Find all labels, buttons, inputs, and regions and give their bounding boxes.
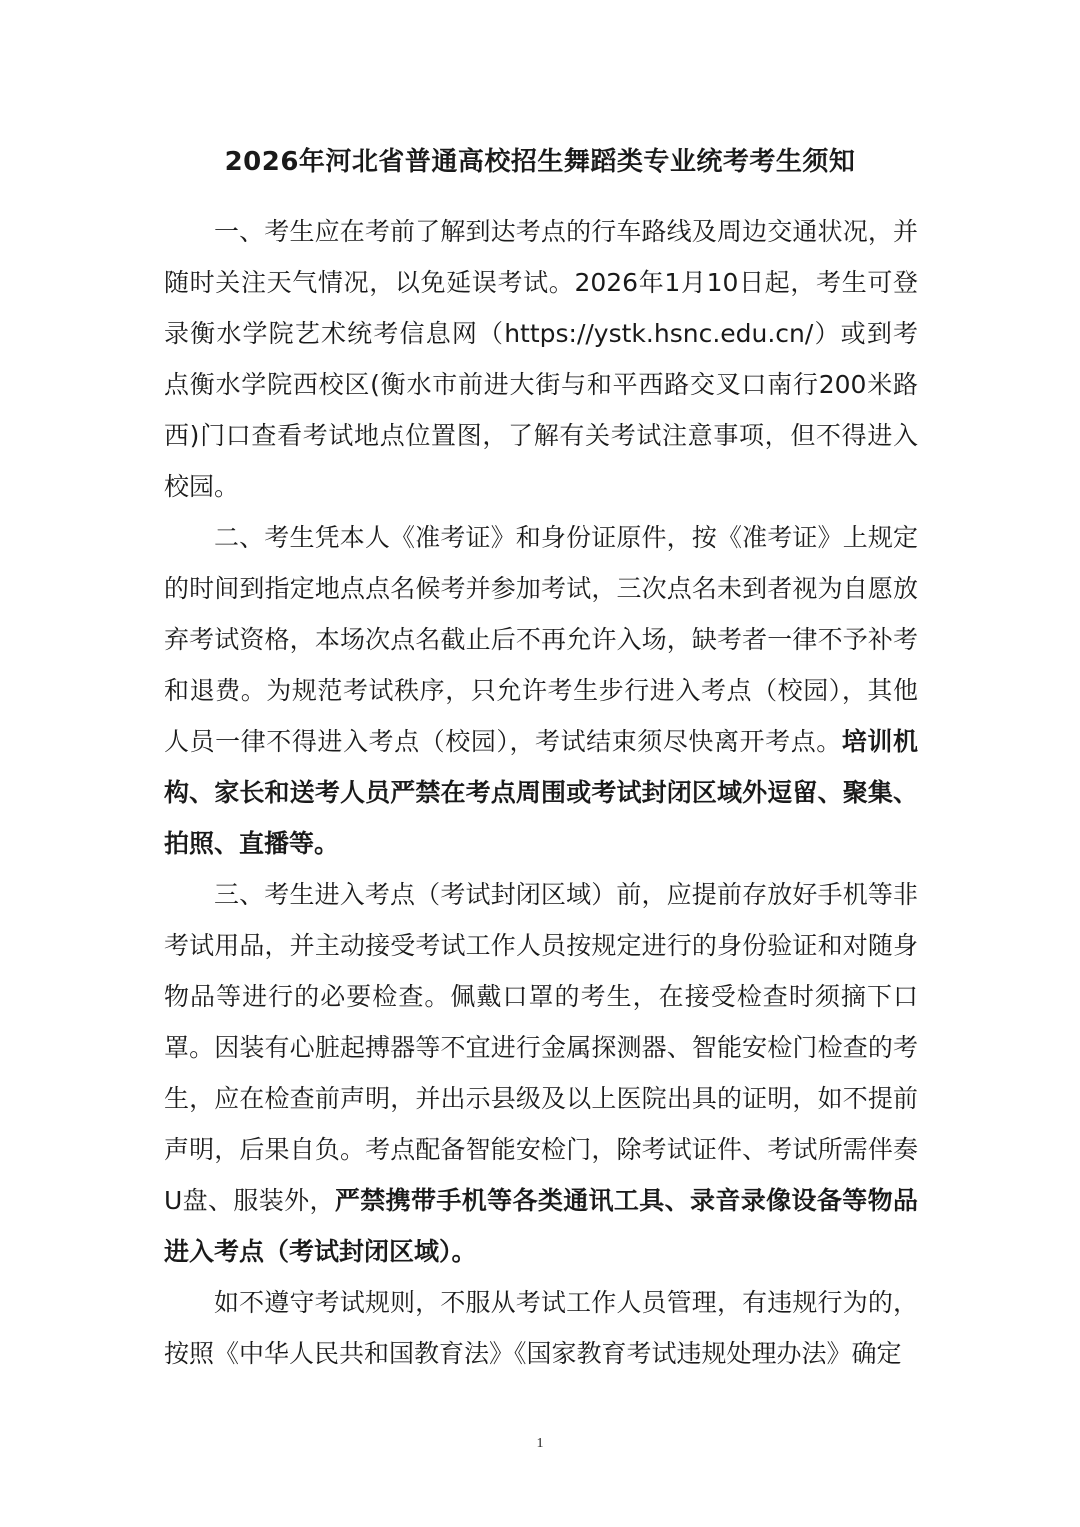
- page-number: 1: [536, 1436, 544, 1451]
- paragraph-3: [164, 869, 918, 1277]
- paragraph-2-text: 二、考生凭本人《准考证》和身份证原件，按《准考证》上规定的时间到指定地点点名候考并参加考试，三次点名未到者视为自愿放弃考试资格，本场次点名截止后不再允许入场，缺考者一律不予补考和退费。为规范考试秩序，只允许考生步行进入考点（校园），其他人员一律不得进入考点（校园），考试结束须尽快离开考点。: [164, 523, 918, 756]
- paragraph-2: [164, 512, 918, 869]
- paragraph-4: [164, 1277, 918, 1379]
- paragraph-3-text: 三、考生进入考点（考试封闭区域）前，应提前存放好手机等非考试用品，并主动接受考试工作人员按规定进行的身份验证和对随身物品等进行的必要检查。佩戴口罩的考生，在接受检查时须摘下口罩。因装有心脏起搏器等不宜进行金属探测器、智能安检门检查的考生，应在检查前声明，并出示县级及以上医院出具的证明，如不提前声明，后果自负。考点配备智能安检门，除考试证件、考试所需伴奏U盘、服装外，: [164, 880, 918, 1215]
- document-body: [164, 206, 918, 1379]
- paragraph-1: [164, 206, 918, 512]
- document-title: 2026年河北省普通高校招生舞蹈类专业统考考生须知: [224, 147, 856, 177]
- paragraph-3-bold-text: 严禁携带手机等各类通讯工具、录音录像设备等物品进入考点（考试封闭区域）。: [164, 1186, 918, 1266]
- paragraph-2-bold-text: 培训机构、家长和送考人员严禁在考点周围或考试封闭区域外逗留、聚集、拍照、直播等。: [164, 727, 918, 858]
- paragraph-1-text: 一、考生应在考前了解到达考点的行车路线及周边交通状况，并随时关注天气情况，以免延误考试。2026年1月10日起，考生可登录衡水学院艺术统考信息网（https://ystk.hsnc.edu.cn/）或到考点衡水学院西校区(衡水市前进大街与和平西路交叉口南行200米路西)门口查看考试地点位置图，了解有关考试注意事项，但不得进入校园。: [164, 217, 918, 501]
- paragraph-4-text: 如不遵守考试规则，不服从考试工作人员管理，有违规行为的，按照《中华人民共和国教育法》《国家教育考试违规处理办法》确定: [164, 1288, 918, 1368]
